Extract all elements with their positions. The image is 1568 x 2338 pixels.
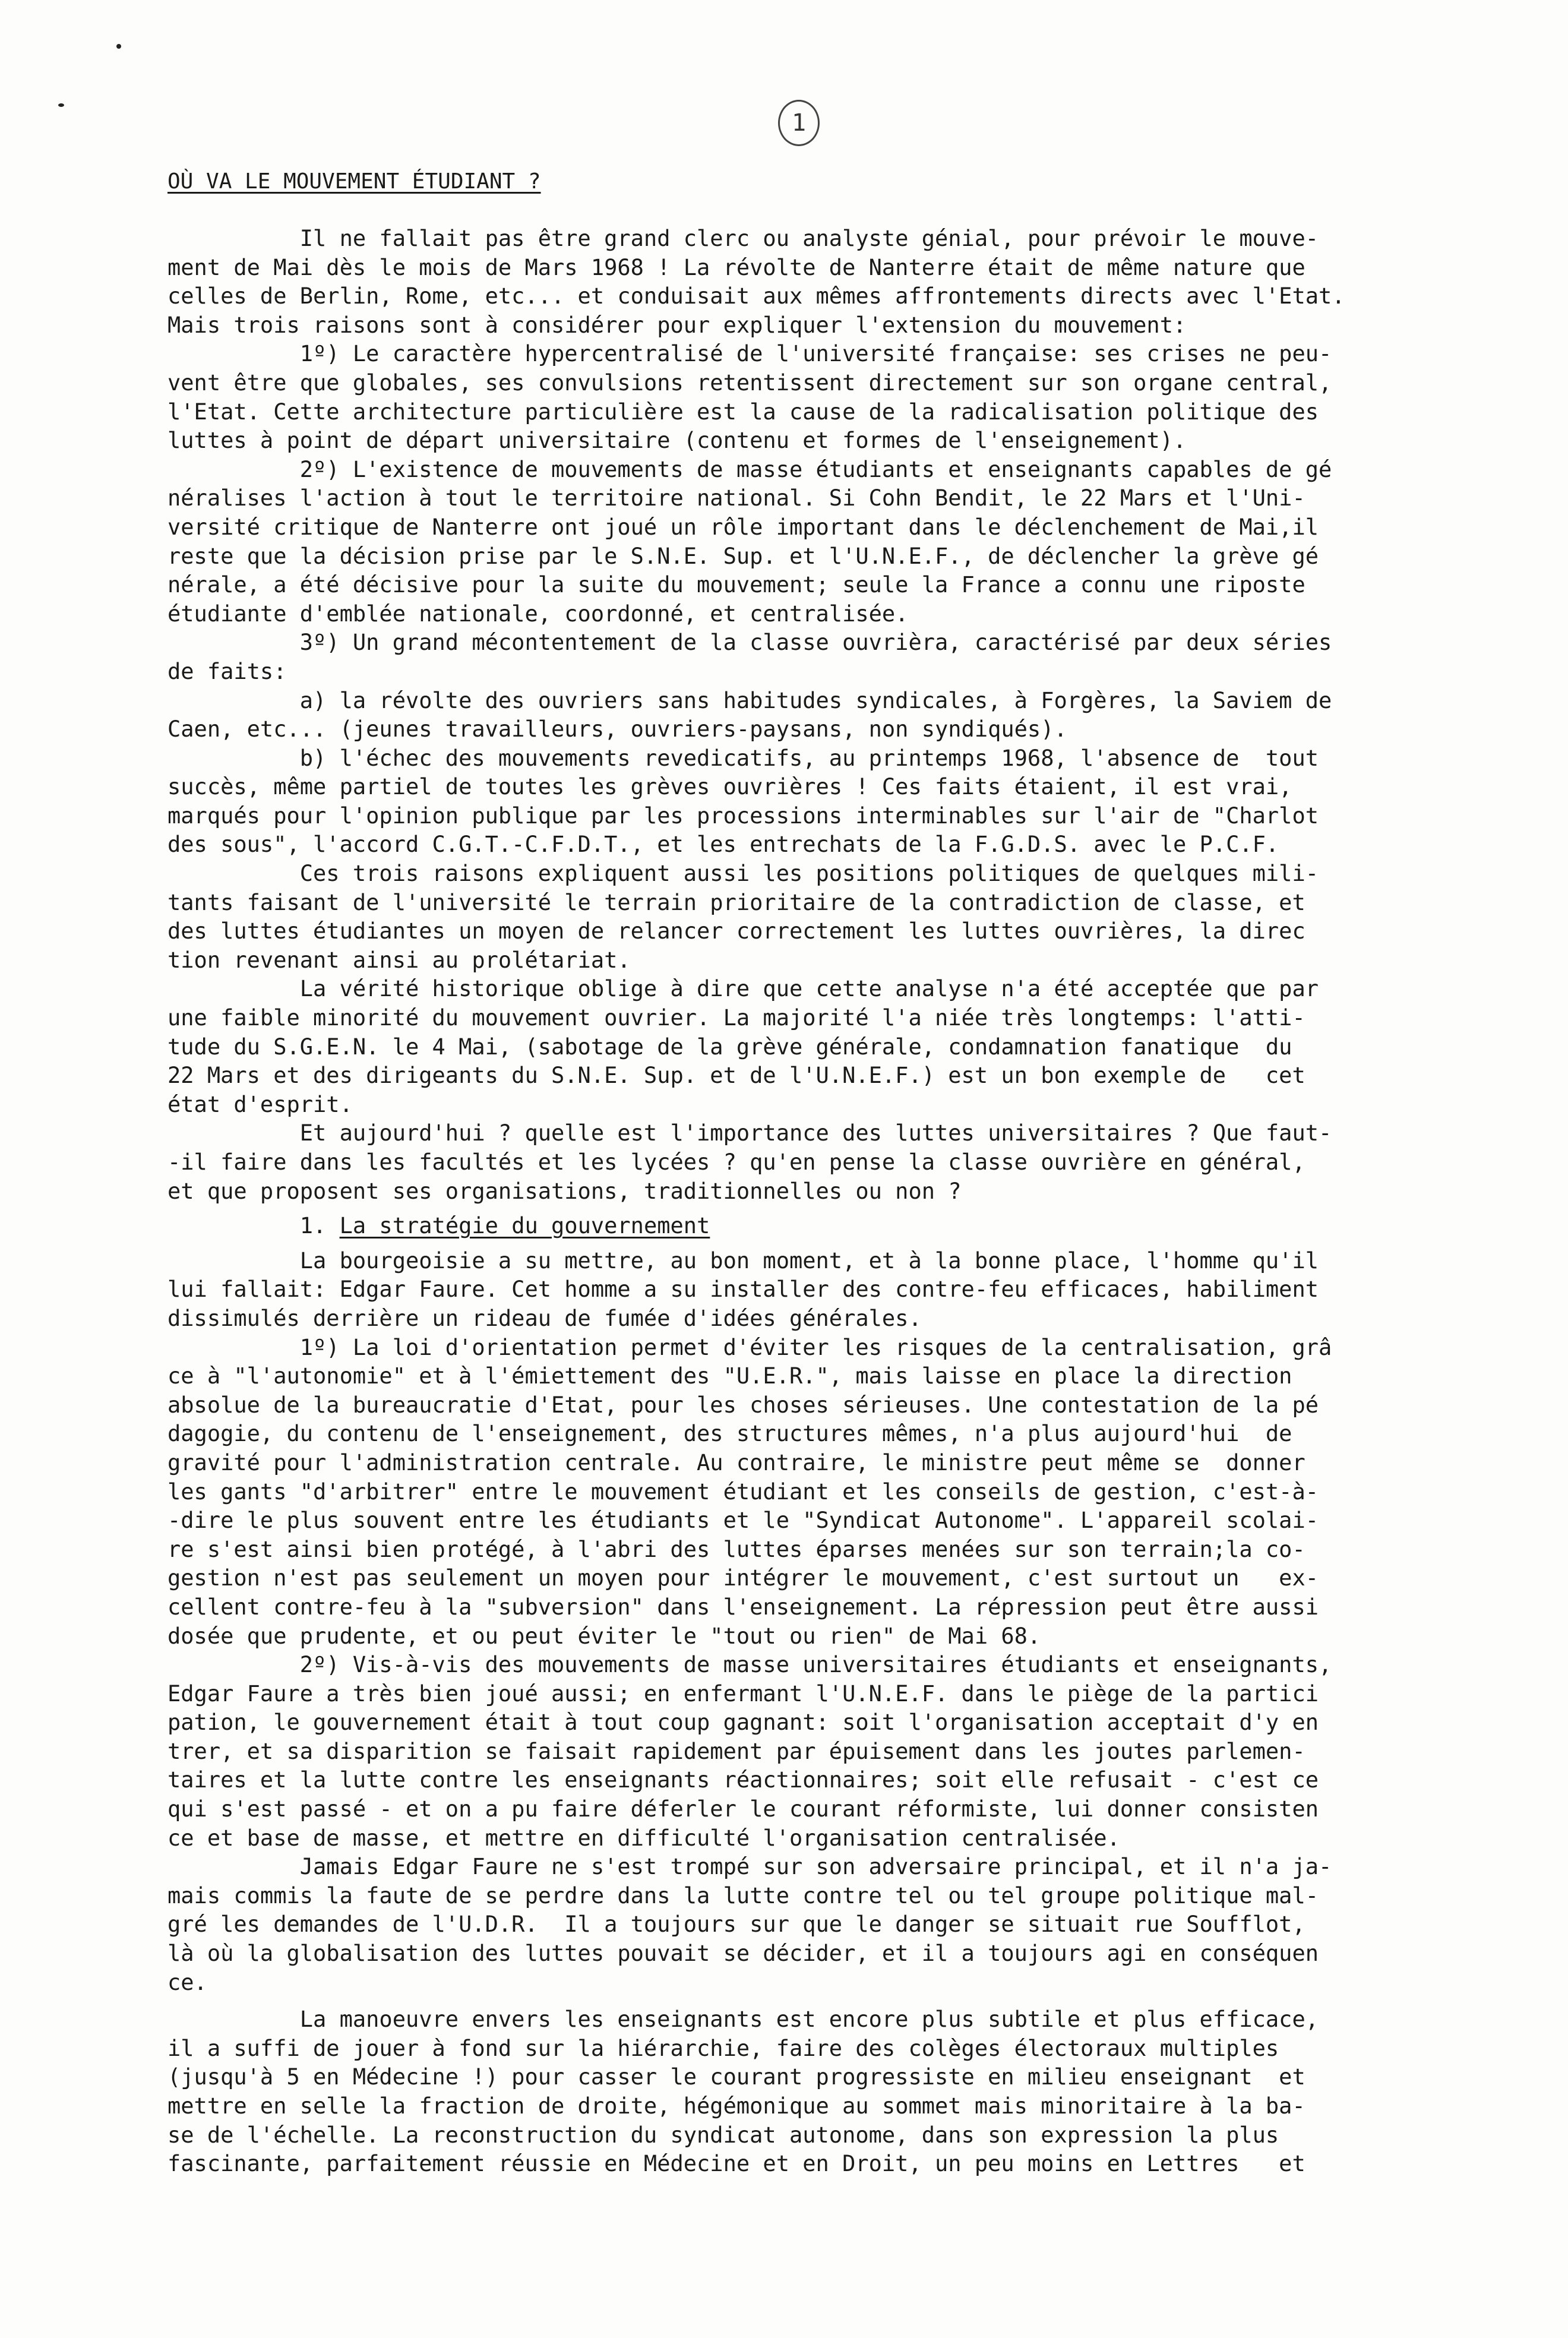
section-heading-text: La stratégie du gouvernement — [339, 1213, 710, 1239]
strategy-section — [167, 1247, 1480, 1997]
text-line: Caen, etc... (jeunes travailleurs, ouvriers-paysans, non syndiqués). — [167, 716, 1067, 743]
text-line: nérale, a été décisive pour la suite du mouvement; seule la France a connu une riposte — [167, 572, 1305, 598]
text-line: tion revenant ainsi au prolétariat. — [167, 947, 631, 973]
ink-speck — [116, 44, 121, 49]
text-line: Et aujourd'hui ? quelle est l'importance des luttes universitaires ? Que faut- — [167, 1120, 1332, 1146]
text-line: 22 Mars et des dirigeants du S.N.E. Sup. et de l'U.N.E.F.) est un bon exemple de cet — [167, 1063, 1305, 1089]
paragraph-gap — [167, 1997, 1480, 2005]
text-line: ce à "l'autonomie" et à l'émiettement des "U.E.R.", mais laisse en place la direction — [167, 1363, 1292, 1389]
text-line: cellent contre-feu à la "subversion" dans l'enseignement. La répression peut être aussi — [167, 1594, 1319, 1620]
text-line: gravité pour l'administration centrale. Au contraire, le ministre peut même se donner — [167, 1449, 1305, 1476]
text-line: trer, et sa disparition se faisait rapidement par épuisement dans les joutes parlemen- — [167, 1738, 1305, 1764]
text-line: se de l'échelle. La reconstruction du syndicat autonome, dans son expression la plus — [167, 2122, 1279, 2148]
page-number: 1 — [778, 100, 820, 146]
section-heading-number: 1. — [299, 1213, 327, 1239]
text-line: La vérité historique oblige à dire que cette analyse n'a été acceptée que par — [167, 976, 1319, 1002]
text-line: 2º) Vis-à-vis des mouvements de masse universitaires étudiants et enseignants, — [167, 1652, 1332, 1678]
text-line: La bourgeoisie a su mettre, au bon moment, et à la bonne place, l'homme qu'il — [167, 1247, 1319, 1274]
text-line: reste que la décision prise par le S.N.E. Sup. et l'U.N.E.F., de déclencher la grève gé — [167, 543, 1319, 569]
text-line: Mais trois raisons sont à considérer pour expliquer l'extension du mouvement: — [167, 312, 1187, 338]
text-line: ment de Mai dès le mois de Mars 1968 ! La révolte de Nanterre était de même nature que — [167, 254, 1305, 280]
text-line: néralises l'action à tout le territoire national. Si Cohn Bendit, le 22 Mars et l'Uni- — [167, 485, 1305, 511]
text-line: vent être que globales, ses convulsions retentissent directement sur son organe central, — [167, 369, 1332, 396]
text-line: ce et base de masse, et mettre en difficulté l'organisation centralisée. — [167, 1825, 1120, 1851]
text-line: étudiante d'emblée nationale, coordonné, et centralisée. — [167, 601, 909, 627]
text-line: 1º) Le caractère hypercentralisé de l'université française: ses crises ne peu- — [167, 341, 1332, 367]
text-line: là où la globalisation des luttes pouvait se décider, et il a toujours agi en conséquen — [167, 1941, 1319, 1967]
text-line: ce. — [167, 1969, 207, 1995]
text-line: une faible minorité du mouvement ouvrier. La majorité l'a niée très longtemps: l'atti- — [167, 1005, 1305, 1031]
text-line: marqués pour l'opinion publique par les processions interminables sur l'air de "Charlot — [167, 802, 1319, 829]
text-line: versité critique de Nanterre ont joué un rôle important dans le déclenchement de Mai,il — [167, 514, 1319, 540]
text-line: 1º) La loi d'orientation permet d'éviter les risques de la centralisation, grâ — [167, 1334, 1332, 1360]
text-line: b) l'échec des mouvements revedicatifs, au printemps 1968, l'absence de tout — [167, 745, 1319, 771]
text-line: dosée que prudente, et ou peut éviter le "tout ou rien" de Mai 68. — [167, 1623, 1041, 1649]
text-line: état d'esprit. — [167, 1091, 353, 1117]
text-line: -il faire dans les facultés et les lycées ? qu'en pense la classe ouvrière en général, — [167, 1149, 1305, 1175]
text-line: Il ne fallait pas être grand clerc ou analyste génial, pour prévoir le mouve- — [167, 226, 1319, 251]
text-line: lui fallait: Edgar Faure. Cet homme a su installer des contre-feu efficaces, habiliment — [167, 1277, 1319, 1303]
text-line: dagogie, du contenu de l'enseignement, des structures mêmes, n'a plus aujourd'hui de — [167, 1421, 1292, 1447]
text-line: a) la révolte des ouvriers sans habitudes syndicales, à Forgères, la Saviem de — [167, 687, 1332, 713]
ink-speck — [58, 103, 64, 107]
text-line: absolue de la bureaucratie d'Etat, pour les choses sérieuses. Une contestation de la pé — [167, 1392, 1319, 1418]
section-heading — [167, 1212, 1480, 1241]
text-line: Jamais Edgar Faure ne s'est trompé sur son adversaire principal, et il n'a ja- — [167, 1854, 1332, 1880]
text-line: re s'est ainsi bien protégé, à l'abri des luttes éparses menées sur son terrain;la co- — [167, 1536, 1305, 1562]
text-line: celles de Berlin, Rome, etc... et conduisait aux mêmes affrontements directs avec l'Etat. — [167, 283, 1345, 309]
text-line: mais commis la faute de se perdre dans la lutte contre tel ou tel groupe politique mal- — [167, 1882, 1319, 1909]
text-line: succès, même partiel de toutes les grèves ouvrières ! Ces faits étaient, il est vrai, — [167, 774, 1292, 800]
text-line: l'Etat. Cette architecture particulière est la cause de la radicalisation politique des — [167, 399, 1319, 425]
text-line: gestion n'est pas seulement un moyen pour intégrer le mouvement, c'est surtout un ex- — [167, 1565, 1319, 1591]
text-line: gré les demandes de l'U.D.R. Il a toujours sur que le danger se situait rue Soufflot, — [167, 1912, 1305, 1938]
text-line: tants faisant de l'université le terrain prioritaire de la contradiction de classe, et — [167, 889, 1305, 915]
text-line: des luttes étudiantes un moyen de relancer correctement les luttes ouvrières, la direc — [167, 918, 1305, 944]
text-line: taires et la lutte contre les enseignants réactionnaires; soit elle refusait - c'est ce — [167, 1767, 1319, 1793]
text-line: pation, le gouvernement était à tout coup gagnant: soit l'organisation acceptait d'y en — [167, 1710, 1319, 1736]
text-line: -dire le plus souvent entre les étudiants et le "Syndicat Autonome". L'appareil scolai- — [167, 1508, 1319, 1534]
text-line: (jusqu'à 5 en Médecine !) pour casser le courant progressiste en milieu enseignant et — [167, 2064, 1305, 2090]
text-line: les gants "d'arbitrer" entre le mouvement étudiant et les conseils de gestion, c'est-à- — [167, 1478, 1319, 1505]
document-title: OÙ VA LE MOUVEMENT ÉTUDIANT ? — [167, 169, 541, 194]
text-line: fascinante, parfaitement réussie en Médecine et en Droit, un peu moins en Lettres et — [167, 2151, 1305, 2177]
text-line: La manoeuvre envers les enseignants est encore plus subtile et plus efficace, — [167, 2007, 1319, 2033]
text-line: Ces trois raisons expliquent aussi les positions politiques de quelques mili- — [167, 861, 1319, 887]
text-line: de faits: — [167, 658, 287, 684]
teachers-section — [167, 2005, 1480, 2179]
text-line: qui s'est passé - et on a pu faire déferler le courant réformiste, lui donner consisten — [167, 1796, 1319, 1822]
document-body — [167, 225, 1480, 2179]
text-line: 3º) Un grand mécontentement de la classe ouvrièra, caractérisé par deux séries — [167, 630, 1332, 656]
text-line: et que proposent ses organisations, traditionnelles ou non ? — [167, 1178, 962, 1204]
text-line: tude du S.G.E.N. le 4 Mai, (sabotage de la grève générale, condamnation fanatique du — [167, 1034, 1292, 1060]
intro-section — [167, 225, 1480, 1206]
text-line: 2º) L'existence de mouvements de masse étudiants et enseignants capables de gé — [167, 456, 1332, 482]
text-line: Edgar Faure a très bien joué aussi; en enfermant l'U.N.E.F. dans le piège de la partici — [167, 1680, 1319, 1707]
text-line: il a suffi de jouer à fond sur la hiérarchie, faire des colèges électoraux multiples — [167, 2035, 1279, 2061]
text-line: dissimulés derrière un rideau de fumée d'idées générales. — [167, 1305, 922, 1331]
text-line: luttes à point de départ universitaire (contenu et formes de l'enseignement). — [167, 428, 1187, 454]
text-line: des sous", l'accord C.G.T.-C.F.D.T., et les entrechats de la F.G.D.S. avec le P.C.F. — [167, 832, 1279, 858]
text-line: mettre en selle la fraction de droite, hégémonique au sommet mais minoritaire à la ba- — [167, 2093, 1305, 2119]
